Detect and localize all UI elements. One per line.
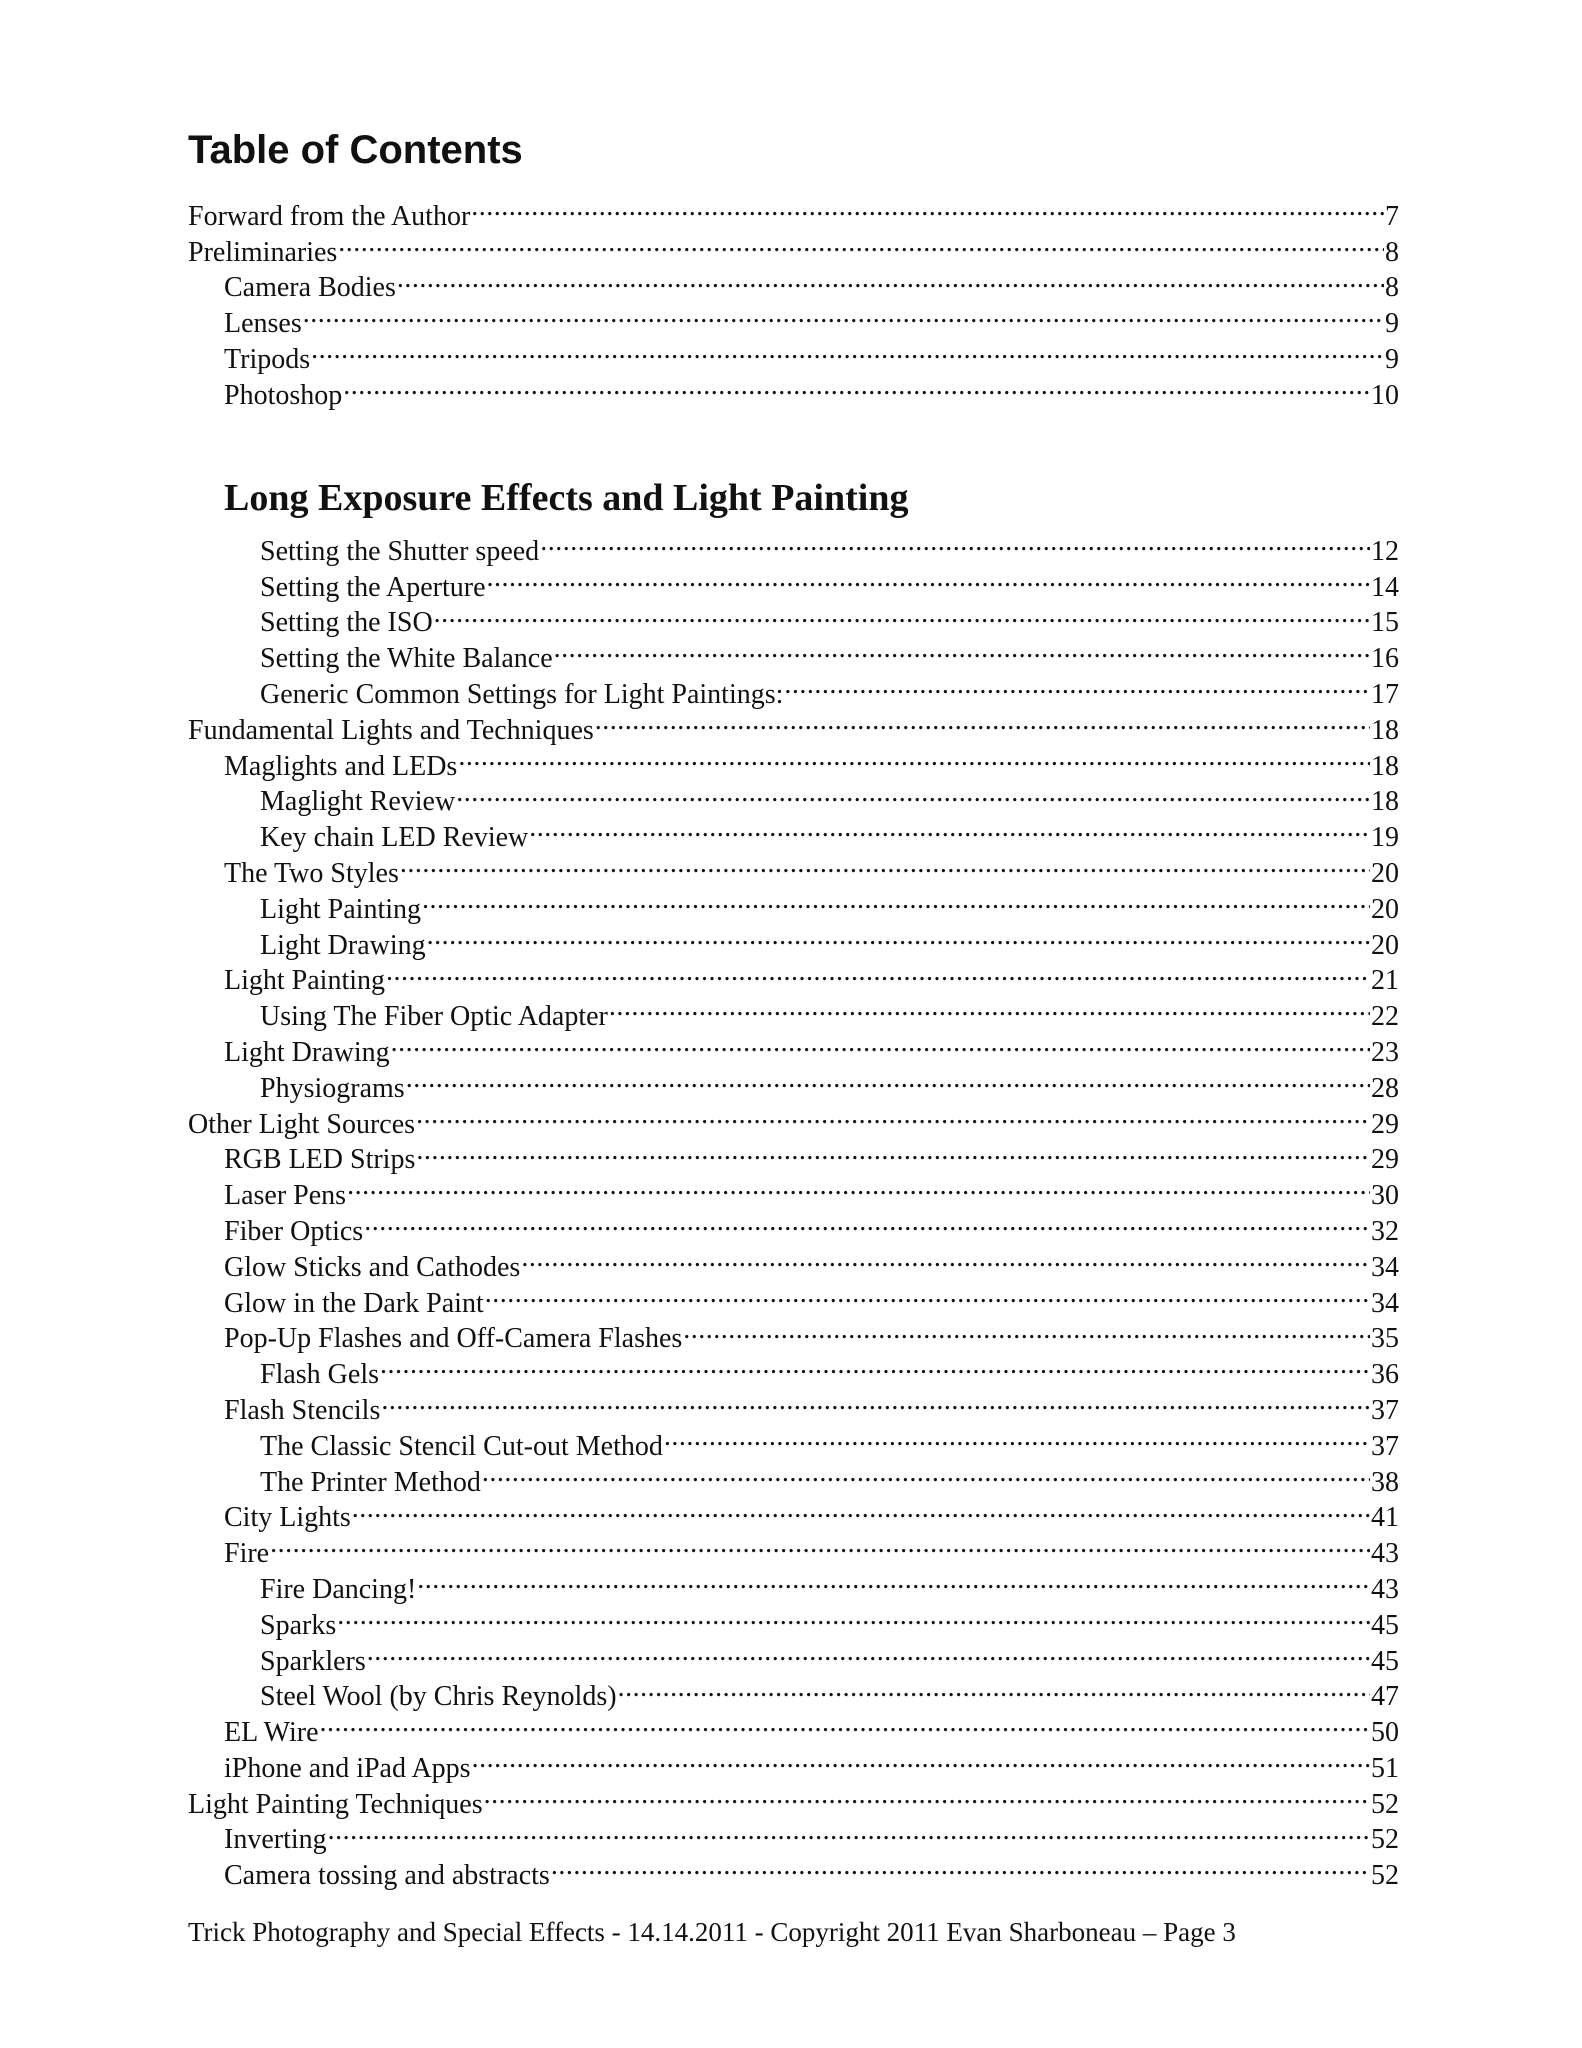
toc-entry[interactable] [0,1670,1399,1713]
toc-entry[interactable] [0,332,1399,375]
dot-leader [487,560,1370,596]
toc-entry-label: Fundamental Lights and Techniques [188,714,594,746]
toc-entry[interactable] [0,775,1399,818]
toc-entry[interactable] [0,368,1399,411]
toc-entry[interactable] [0,296,1399,340]
dot-leader [618,1670,1370,1706]
dot-leader [458,739,1370,775]
toc-entry-page-number: 21 [1371,965,1399,997]
toc-entry-label: Maglights and LEDs [224,750,458,782]
toc-entry[interactable] [0,954,1399,997]
toc-entry[interactable] [0,560,1399,603]
toc-entry-label: Preliminaries [188,236,338,268]
dot-leader [416,1097,1370,1133]
toc-entry[interactable] [0,1705,1399,1749]
dot-leader [381,1383,1370,1419]
toc-entry-page-number: 52 [1371,1788,1399,1820]
toc-entry-page-number: 50 [1371,1717,1399,1749]
dot-leader [427,918,1370,954]
toc-entry-page-number: 20 [1371,857,1399,889]
dot-leader [406,1061,1370,1097]
toc-entry-page-number: 20 [1371,893,1399,925]
toc-entry-page-number: 10 [1371,379,1399,411]
toc-entry-label: Camera tossing and abstracts [224,1860,550,1892]
toc-entry-label: Forward from the Author [188,200,471,232]
dot-leader [416,1133,1370,1169]
toc-entry-page-number: 29 [1371,1144,1399,1176]
toc-entry[interactable] [0,631,1399,675]
toc-entry-page-number: 29 [1371,1108,1399,1140]
toc-entry-label: Setting the ISO [260,607,433,639]
toc-entry-label: Light Drawing [260,929,426,961]
toc-entry-page-number: 18 [1371,786,1399,818]
dot-leader [595,703,1370,739]
toc-entry[interactable] [0,1204,1399,1247]
dot-leader [347,1168,1370,1204]
toc-entry-label: Fire [224,1538,270,1570]
toc-entry-label: Glow in the Dark Paint [224,1287,484,1319]
dot-leader [270,1526,1370,1562]
dot-leader [337,1598,1370,1634]
toc-entry[interactable] [0,1097,1399,1140]
toc-entry-page-number: 45 [1371,1609,1399,1641]
toc-entry-label: Light Drawing [224,1036,390,1068]
toc-entry[interactable] [0,1562,1399,1605]
toc-entry-page-number: 20 [1371,929,1399,961]
dot-leader [540,524,1370,560]
toc-entry-label: Light Painting [224,965,385,997]
toc-entry[interactable] [0,1347,1399,1391]
toc-entry-label: Flash Stencils [224,1394,381,1426]
toc-entry[interactable] [0,1061,1399,1104]
toc-entry-label: Inverting [224,1824,327,1856]
page-footer: Trick Photography and Special Effects - 14.14.2011 - Copyright 2011 Evan Sharboneau – Page 3 [188,1917,1236,1947]
toc-entry-page-number: 19 [1371,822,1399,854]
toc-entry-page-number: 43 [1371,1538,1399,1570]
toc-entry[interactable] [0,1848,1399,1892]
dot-leader [338,225,1384,261]
toc-entry-label: Tripods [224,343,311,375]
toc-entry-page-number: 28 [1371,1072,1399,1104]
toc-entry-page-number: 16 [1371,643,1399,675]
toc-entry-page-number: 34 [1371,1287,1399,1319]
toc-entry[interactable] [0,1276,1399,1319]
dot-leader [683,1312,1370,1348]
toc-entry-page-number: 7 [1385,200,1399,232]
toc-entry-label: Light Painting Techniques [188,1788,483,1820]
toc-entry[interactable] [0,703,1399,746]
toc-entry-page-number: 9 [1385,343,1399,375]
dot-leader [343,368,1370,404]
toc-entry-page-number: 14 [1371,571,1399,603]
dot-leader [391,1025,1370,1061]
dot-leader [311,332,1384,368]
toc-entry[interactable] [0,1455,1399,1498]
dot-leader [471,189,1384,225]
dot-leader [422,882,1370,918]
toc-entry-page-number: 8 [1385,236,1399,268]
toc-entry[interactable] [0,1741,1399,1784]
dot-leader [456,775,1370,811]
toc-entry-label: Key chain LED Review [260,822,529,854]
toc-entry-label: Setting the Aperture [260,571,486,603]
toc-entry[interactable] [0,1777,1399,1820]
toc-entry-label: City Lights [224,1502,351,1534]
toc-entry-label: The Printer Method [260,1466,481,1498]
toc-entry-label: Glow Sticks and Cathodes [224,1251,521,1283]
toc-entry-label: Steel Wool (by Chris Reynolds) [260,1681,617,1713]
toc-entry[interactable] [0,1634,1399,1677]
toc-entry-label: Fire Dancing! [260,1573,417,1605]
toc-entry-label: Maglight Review [260,786,456,818]
toc-entry-page-number: 9 [1385,308,1399,340]
dot-leader [664,1419,1370,1455]
toc-entry-page-number: 34 [1371,1251,1399,1283]
toc-entry[interactable] [0,596,1399,639]
dot-leader [482,1455,1370,1491]
toc-list-preliminaries [0,189,1582,411]
dot-leader [386,954,1370,990]
dot-leader [367,1634,1370,1670]
toc-entry-page-number: 37 [1371,1430,1399,1462]
dot-leader [529,810,1370,846]
toc-list-main [0,524,1582,1892]
dot-leader [303,296,1384,332]
toc-entry-page-number: 8 [1385,272,1399,304]
toc-entry-label: Sparks [260,1609,337,1641]
toc-entry-page-number: 52 [1371,1860,1399,1892]
toc-entry-page-number: 17 [1371,678,1399,710]
toc-entry-label: RGB LED Strips [224,1144,416,1176]
toc-entry-page-number: 35 [1371,1323,1399,1355]
toc-entry-label: Light Painting [260,893,421,925]
toc-entry-page-number: 37 [1371,1394,1399,1426]
dot-leader [554,631,1370,667]
toc-entry-label: Laser Pens [224,1180,347,1212]
toc-entry-page-number: 41 [1371,1502,1399,1534]
dot-leader [328,1813,1370,1849]
toc-entry-label: iPhone and iPad Apps [224,1752,471,1784]
toc-entry-label: The Two Styles [224,857,399,889]
toc-entry-page-number: 43 [1371,1573,1399,1605]
toc-entry[interactable] [0,882,1399,925]
toc-entry-page-number: 30 [1371,1180,1399,1212]
toc-entry-page-number: 18 [1371,714,1399,746]
toc-entry[interactable] [0,1383,1399,1426]
dot-leader [320,1705,1371,1741]
dot-leader [364,1204,1370,1240]
dot-leader [784,667,1370,703]
toc-entry-label: Lenses [224,308,302,340]
toc-entry-label: Fiber Optics [224,1215,364,1247]
toc-entry[interactable] [0,989,1399,1033]
toc-entry[interactable] [0,189,1399,232]
toc-entry[interactable] [0,667,1399,710]
toc-entry[interactable] [0,1025,1399,1068]
toc-entry[interactable] [0,1240,1399,1283]
toc-entry-page-number: 18 [1371,750,1399,782]
dot-leader [484,1777,1370,1813]
toc-entry-page-number: 32 [1371,1215,1399,1247]
toc-entry-label: Generic Common Settings for Light Paintings: [260,678,784,710]
dot-leader [380,1347,1370,1383]
toc-entry-page-number: 22 [1371,1001,1399,1033]
dot-leader [472,1741,1370,1777]
section-heading: Long Exposure Effects and Light Painting [224,477,909,519]
toc-entry-label: Other Light Sources [188,1108,416,1140]
dot-leader [551,1848,1370,1884]
toc-entry-label: Using The Fiber Optic Adapter [260,1001,608,1033]
toc-entry-label: Setting the White Balance [260,643,553,675]
toc-entry-label: Physiograms [260,1072,405,1104]
toc-entry[interactable] [0,918,1399,961]
toc-entry-page-number: 12 [1371,535,1399,567]
toc-entry[interactable] [0,1419,1399,1462]
dot-leader [417,1562,1370,1598]
toc-entry[interactable] [0,1598,1399,1641]
toc-entry-label: Flash Gels [260,1359,379,1391]
toc-entry-page-number: 47 [1371,1681,1399,1713]
toc-entry[interactable] [0,1168,1399,1212]
page-title: Table of Contents [188,128,523,172]
toc-entry-page-number: 38 [1371,1466,1399,1498]
dot-leader [485,1276,1370,1312]
toc-entry-label: Setting the Shutter speed [260,535,540,567]
toc-entry[interactable] [0,1312,1399,1355]
toc-entry[interactable] [0,524,1399,567]
toc-entry-label: Sparklers [260,1645,366,1677]
toc-entry-page-number: 45 [1371,1645,1399,1677]
toc-entry-page-number: 51 [1371,1752,1399,1784]
dot-leader [400,846,1370,882]
toc-entry-label: Camera Bodies [224,272,396,304]
dot-leader [609,989,1370,1025]
toc-entry-page-number: 36 [1371,1359,1399,1391]
toc-entry-page-number: 15 [1371,607,1399,639]
toc-entry[interactable] [0,846,1399,889]
dot-leader [521,1240,1370,1276]
toc-entry[interactable] [0,1526,1399,1570]
toc-entry-label: Photoshop [224,379,343,411]
dot-leader [397,261,1384,297]
toc-entry[interactable] [0,810,1399,854]
toc-entry-label: Pop-Up Flashes and Off-Camera Flashes [224,1323,683,1355]
toc-entry-label: The Classic Stencil Cut-out Method [260,1430,663,1462]
dot-leader [434,596,1370,632]
toc-entry[interactable] [0,1491,1399,1534]
dot-leader [352,1491,1370,1527]
toc-entry-page-number: 52 [1371,1824,1399,1856]
toc-entry-label: EL Wire [224,1717,319,1749]
toc-entry-page-number: 23 [1371,1036,1399,1068]
